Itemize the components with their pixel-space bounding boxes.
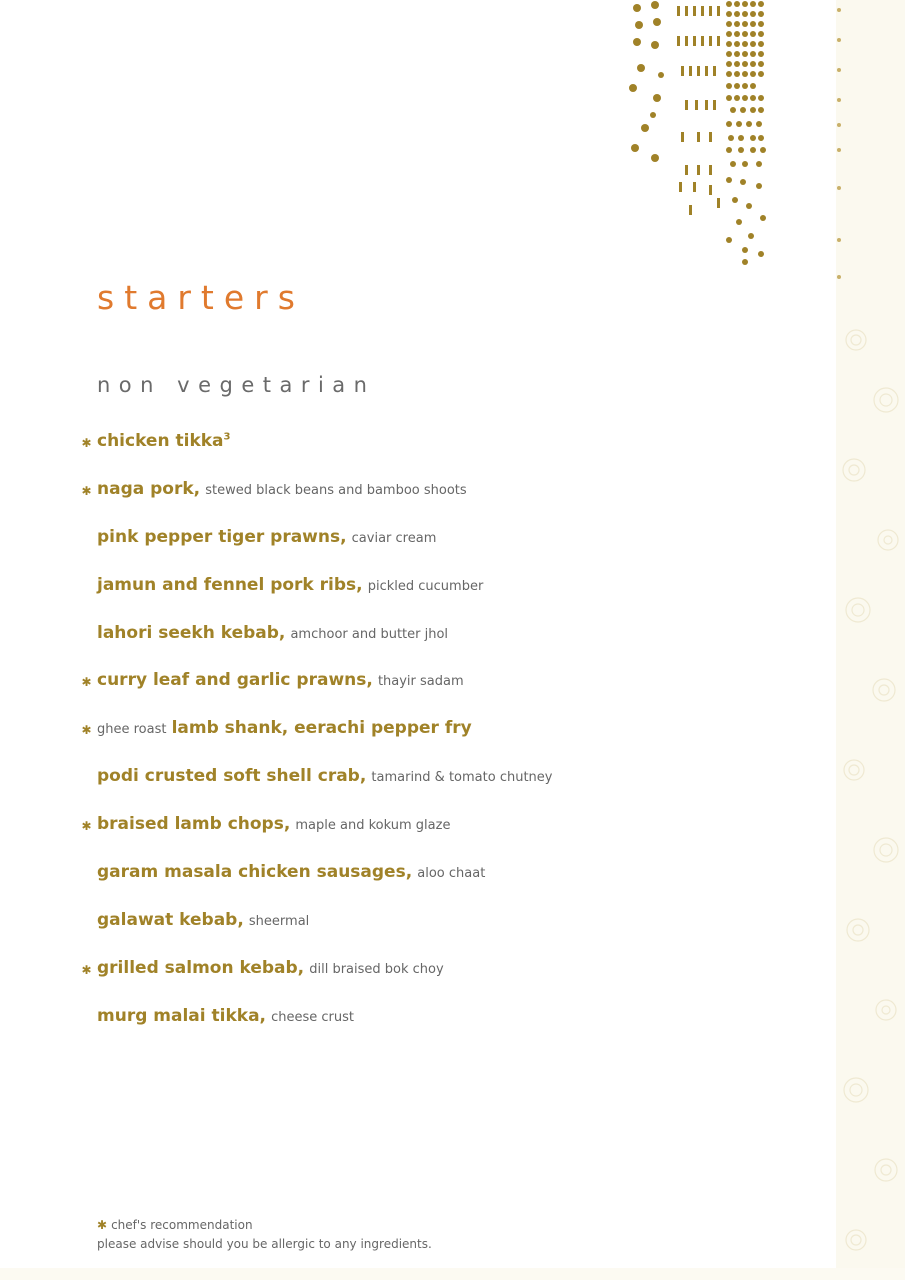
menu-item-superscript: 3 (223, 431, 231, 443)
section-heading: starters (97, 278, 305, 317)
menu-item (0, 562, 800, 610)
menu-item-description: tamarind & tomato chutney (371, 770, 553, 786)
menu-item (0, 705, 800, 753)
menu-item-line (97, 958, 444, 978)
menu-item-name: murg malai tikka, (97, 1005, 267, 1026)
menu-item (0, 657, 800, 705)
menu-item (0, 418, 800, 466)
decorative-bottom-border (0, 1268, 905, 1280)
menu-item (0, 753, 800, 801)
menu-item (0, 945, 800, 993)
recommendation-star-icon: ✱ (97, 1218, 108, 1232)
menu-item-line (97, 814, 450, 834)
menu-item-line (97, 431, 231, 451)
menu-item-line (97, 670, 464, 690)
decorative-gold-dots-ornament (625, 0, 775, 270)
menu-item (0, 897, 800, 945)
menu-item-line (97, 718, 472, 738)
menu-item-name: galawat kebab, (97, 909, 244, 930)
menu-item (0, 610, 800, 658)
menu-item-prefix: ghee roast (97, 722, 167, 738)
menu-item (0, 514, 800, 562)
decorative-swirl-pattern (836, 0, 905, 1280)
menu-item-name: chicken tikka (97, 431, 224, 451)
menu-item (0, 993, 800, 1041)
menu-item-name: lamb shank, eerachi pepper fry (171, 718, 472, 739)
menu-item (0, 466, 800, 514)
menu-item-line (97, 575, 483, 595)
menu-item-name: pink pepper tiger prawns, (97, 526, 347, 547)
menu-item-description: sheermal (248, 913, 310, 929)
menu-item-name: garam masala chicken sausages, (97, 862, 413, 883)
menu-item-description: amchoor and butter jhol (290, 626, 449, 642)
recommendation-star-icon: ✱ (81, 962, 92, 977)
menu-item-line (97, 623, 448, 643)
menu-item-description: caviar cream (351, 530, 437, 546)
menu-item-description: stewed black beans and bamboo shoots (205, 482, 467, 498)
menu-item-line (97, 1006, 354, 1026)
footer-legend: chef's recommendation (111, 1218, 253, 1232)
menu-item-name: lahori seekh kebab, (97, 622, 286, 643)
menu-item-name: jamun and fennel pork ribs, (97, 574, 363, 595)
menu-item-description: aloo chaat (417, 866, 486, 882)
menu-item (0, 801, 800, 849)
recommendation-star-icon: ✱ (81, 483, 92, 498)
recommendation-star-icon: ✱ (81, 723, 92, 738)
menu-item-line (97, 910, 309, 930)
recommendation-star-icon: ✱ (81, 675, 92, 690)
menu-item-line (97, 862, 485, 882)
menu-item-name: podi crusted soft shell crab, (97, 766, 367, 787)
menu-item-name: curry leaf and garlic prawns, (97, 670, 373, 691)
menu-item-description: pickled cucumber (367, 578, 484, 594)
menu-item-line (97, 479, 467, 499)
footer-legend-line (97, 1216, 432, 1235)
recommendation-star-icon: ✱ (81, 436, 92, 450)
menu-item-line (97, 527, 436, 547)
menu-item-name: braised lamb chops, (97, 814, 291, 835)
menu-item-name: naga pork, (97, 478, 201, 499)
menu-item-description: thayir sadam (377, 674, 464, 690)
menu-item-description: maple and kokum glaze (295, 818, 451, 834)
menu-item (0, 849, 800, 897)
allergy-note: please advise should you be allergic to any ingredients. (97, 1237, 432, 1251)
recommendation-star-icon: ✱ (81, 819, 92, 834)
menu-footer (97, 1216, 432, 1254)
menu-item-line (97, 766, 552, 786)
menu-item-description: cheese crust (271, 1009, 354, 1025)
menu-item-name: grilled salmon kebab, (97, 957, 305, 978)
menu-item-list (0, 418, 800, 1041)
category-subheading: non vegetarian (97, 373, 376, 397)
menu-item-description: dill braised bok choy (309, 961, 444, 977)
